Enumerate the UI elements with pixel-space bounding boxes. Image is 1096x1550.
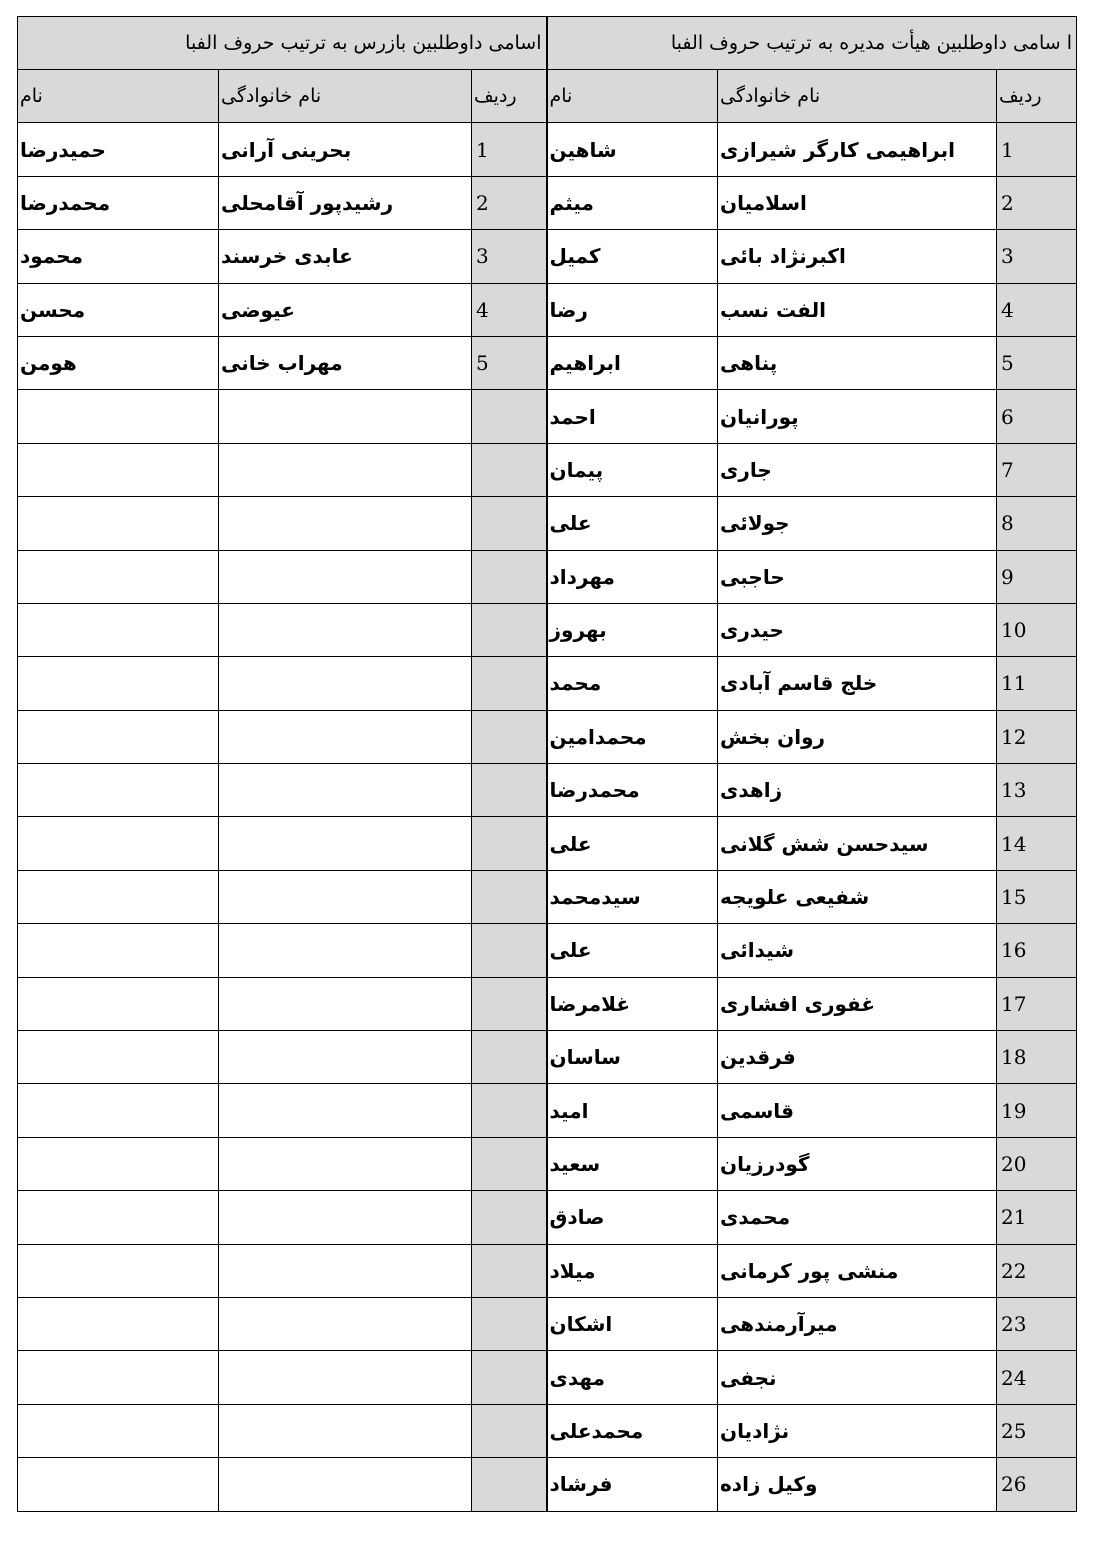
- inspectors-header-family-name: نام خانوادگی: [219, 70, 472, 123]
- inspector-first-name: هومن: [18, 336, 219, 389]
- board-first-name: محمدامین: [547, 710, 718, 763]
- inspector-first-name: [18, 1404, 219, 1457]
- inspector-family-name: [219, 390, 472, 443]
- board-family-name: پناهی: [718, 336, 997, 389]
- table-row: [18, 550, 1077, 603]
- board-family-name: شفیعی علویجه: [718, 870, 997, 923]
- inspector-family-name: [219, 657, 472, 710]
- board-family-name: گودرزیان: [718, 1137, 997, 1190]
- board-row-number: 12: [997, 710, 1077, 763]
- header-row: [18, 70, 1077, 123]
- board-first-name: احمد: [547, 390, 718, 443]
- inspector-family-name: [219, 1458, 472, 1511]
- table-row: [18, 924, 1077, 977]
- board-first-name: علی: [547, 497, 718, 550]
- board-first-name: پیمان: [547, 443, 718, 496]
- board-family-name: شیدائی: [718, 924, 997, 977]
- inspector-row-number: [472, 657, 547, 710]
- inspector-row-number: 1: [472, 123, 547, 176]
- table-row: [18, 497, 1077, 550]
- table-row: [18, 603, 1077, 656]
- inspector-first-name: حمیدرضا: [18, 123, 219, 176]
- board-row-number: 22: [997, 1244, 1077, 1297]
- board-first-name: محمدرضا: [547, 764, 718, 817]
- board-family-name: حاجبی: [718, 550, 997, 603]
- inspector-row-number: [472, 603, 547, 656]
- inspector-row-number: [472, 1404, 547, 1457]
- inspector-first-name: [18, 924, 219, 977]
- table-row: [18, 1244, 1077, 1297]
- inspector-row-number: [472, 1297, 547, 1350]
- board-row-number: 19: [997, 1084, 1077, 1137]
- inspector-first-name: [18, 1137, 219, 1190]
- board-first-name: سعید: [547, 1137, 718, 1190]
- inspector-family-name: [219, 764, 472, 817]
- board-row-number: 10: [997, 603, 1077, 656]
- board-family-name: نژادیان: [718, 1404, 997, 1457]
- board-row-number: 25: [997, 1404, 1077, 1457]
- table-row: [18, 710, 1077, 763]
- inspector-row-number: 2: [472, 176, 547, 229]
- table-row: [18, 1191, 1077, 1244]
- inspector-first-name: [18, 1031, 219, 1084]
- inspector-first-name: [18, 870, 219, 923]
- inspector-row-number: [472, 390, 547, 443]
- inspector-family-name: [219, 1191, 472, 1244]
- inspector-row-number: [472, 1244, 547, 1297]
- board-row-number: 3: [997, 230, 1077, 283]
- inspector-family-name: [219, 977, 472, 1030]
- board-first-name: محمدعلی: [547, 1404, 718, 1457]
- board-first-name: علی: [547, 924, 718, 977]
- board-first-name: مهدی: [547, 1351, 718, 1404]
- board-family-name: اکبرنژاد بائی: [718, 230, 997, 283]
- inspector-family-name: [219, 603, 472, 656]
- board-first-name: امید: [547, 1084, 718, 1137]
- board-first-name: شاهین: [547, 123, 718, 176]
- board-row-number: 13: [997, 764, 1077, 817]
- board-row-number: 24: [997, 1351, 1077, 1404]
- inspector-row-number: [472, 1191, 547, 1244]
- board-row-number: 5: [997, 336, 1077, 389]
- table-row: [18, 176, 1077, 229]
- board-family-name: جاری: [718, 443, 997, 496]
- inspector-row-number: [472, 497, 547, 550]
- board-first-name: ساسان: [547, 1031, 718, 1084]
- board-family-name: میرآرمندهی: [718, 1297, 997, 1350]
- inspector-first-name: [18, 657, 219, 710]
- board-row-number: 8: [997, 497, 1077, 550]
- board-row-number: 26: [997, 1458, 1077, 1511]
- board-first-name: سیدمحمد: [547, 870, 718, 923]
- board-first-name: علی: [547, 817, 718, 870]
- table-row: [18, 764, 1077, 817]
- inspectors-title: اسامی داوطلبین بازرس به ترتیب حروف الفبا: [18, 17, 547, 70]
- board-family-name: الفت نسب: [718, 283, 997, 336]
- inspector-first-name: [18, 1458, 219, 1511]
- table-row: [18, 870, 1077, 923]
- inspector-family-name: [219, 1084, 472, 1137]
- board-family-name: منشی پور کرمانی: [718, 1244, 997, 1297]
- board-row-number: 16: [997, 924, 1077, 977]
- inspectors-header-first-name: نام: [18, 70, 219, 123]
- board-row-number: 6: [997, 390, 1077, 443]
- board-row-number: 11: [997, 657, 1077, 710]
- board-family-name: خلج قاسم آبادی: [718, 657, 997, 710]
- board-row-number: 23: [997, 1297, 1077, 1350]
- inspector-first-name: [18, 1084, 219, 1137]
- board-family-name: فرقدین: [718, 1031, 997, 1084]
- board-family-name: پورانیان: [718, 390, 997, 443]
- table-row: [18, 1084, 1077, 1137]
- inspector-family-name: [219, 817, 472, 870]
- inspector-family-name: [219, 924, 472, 977]
- board-title: ا سامی داوطلبین هیأت مدیره به ترتیب حروف الفبا: [547, 17, 1077, 70]
- board-first-name: محمد: [547, 657, 718, 710]
- inspector-family-name: [219, 1404, 472, 1457]
- table-row: [18, 1404, 1077, 1457]
- board-row-number: 2: [997, 176, 1077, 229]
- inspector-first-name: [18, 710, 219, 763]
- inspector-first-name: [18, 603, 219, 656]
- inspector-first-name: [18, 817, 219, 870]
- inspector-row-number: [472, 1084, 547, 1137]
- board-row-number: 9: [997, 550, 1077, 603]
- inspector-first-name: [18, 497, 219, 550]
- inspector-family-name: [219, 710, 472, 763]
- inspector-row-number: [472, 1137, 547, 1190]
- board-row-number: 15: [997, 870, 1077, 923]
- table-row: [18, 390, 1077, 443]
- inspector-row-number: [472, 443, 547, 496]
- table-row: [18, 336, 1077, 389]
- board-family-name: غفوری افشاری: [718, 977, 997, 1030]
- table-row: [18, 1351, 1077, 1404]
- inspector-family-name: [219, 1137, 472, 1190]
- board-family-name: اسلامیان: [718, 176, 997, 229]
- table-row: [18, 230, 1077, 283]
- inspector-first-name: [18, 1191, 219, 1244]
- table-row: [18, 657, 1077, 710]
- inspector-family-name: [219, 497, 472, 550]
- board-header-family-name: نام خانوادگی: [718, 70, 997, 123]
- board-row-number: 14: [997, 817, 1077, 870]
- board-first-name: ابراهیم: [547, 336, 718, 389]
- board-first-name: میلاد: [547, 1244, 718, 1297]
- inspector-family-name: مهراب خانی: [219, 336, 472, 389]
- inspector-family-name: [219, 1031, 472, 1084]
- inspector-row-number: 4: [472, 283, 547, 336]
- inspector-first-name: محمود: [18, 230, 219, 283]
- board-family-name: زاهدی: [718, 764, 997, 817]
- board-family-name: جولائی: [718, 497, 997, 550]
- inspector-first-name: [18, 550, 219, 603]
- board-first-name: رضا: [547, 283, 718, 336]
- board-row-number: 7: [997, 443, 1077, 496]
- board-family-name: سیدحسن شش گلانی: [718, 817, 997, 870]
- table-row: [18, 1137, 1077, 1190]
- board-first-name: غلامرضا: [547, 977, 718, 1030]
- board-row-number: 4: [997, 283, 1077, 336]
- board-family-name: روان بخش: [718, 710, 997, 763]
- inspector-first-name: [18, 443, 219, 496]
- board-first-name: صادق: [547, 1191, 718, 1244]
- inspector-row-number: [472, 924, 547, 977]
- board-row-number: 20: [997, 1137, 1077, 1190]
- inspector-row-number: [472, 1351, 547, 1404]
- inspector-row-number: 3: [472, 230, 547, 283]
- inspector-row-number: [472, 764, 547, 817]
- board-family-name: ابراهیمی کارگر شیرازی: [718, 123, 997, 176]
- inspector-row-number: [472, 1458, 547, 1511]
- inspector-first-name: [18, 764, 219, 817]
- board-first-name: میثم: [547, 176, 718, 229]
- table-row: [18, 283, 1077, 336]
- inspector-family-name: رشیدپور آقامحلی: [219, 176, 472, 229]
- inspector-family-name: [219, 1244, 472, 1297]
- inspector-family-name: [219, 1351, 472, 1404]
- inspector-family-name: [219, 443, 472, 496]
- board-family-name: نجفی: [718, 1351, 997, 1404]
- board-row-number: 17: [997, 977, 1077, 1030]
- inspector-family-name: عابدی خرسند: [219, 230, 472, 283]
- inspector-first-name: [18, 1351, 219, 1404]
- inspectors-header-row-number: ردیف: [472, 70, 547, 123]
- board-family-name: حیدری: [718, 603, 997, 656]
- board-header-first-name: نام: [547, 70, 718, 123]
- inspector-family-name: بحرینی آرانی: [219, 123, 472, 176]
- table-row: [18, 1297, 1077, 1350]
- board-family-name: وکیل زاده: [718, 1458, 997, 1511]
- inspector-family-name: [219, 550, 472, 603]
- inspector-row-number: [472, 817, 547, 870]
- board-first-name: فرشاد: [547, 1458, 718, 1511]
- board-row-number: 21: [997, 1191, 1077, 1244]
- inspector-row-number: [472, 977, 547, 1030]
- board-first-name: بهروز: [547, 603, 718, 656]
- inspector-family-name: [219, 870, 472, 923]
- candidates-table: [17, 16, 1077, 1512]
- table-row: [18, 1031, 1077, 1084]
- inspector-row-number: [472, 870, 547, 923]
- inspector-first-name: [18, 977, 219, 1030]
- table-row: [18, 977, 1077, 1030]
- inspector-first-name: [18, 1244, 219, 1297]
- board-first-name: کمیل: [547, 230, 718, 283]
- table-row: [18, 123, 1077, 176]
- inspector-first-name: محسن: [18, 283, 219, 336]
- inspector-first-name: [18, 390, 219, 443]
- title-row: [18, 17, 1077, 70]
- table-row: [18, 1458, 1077, 1511]
- inspector-row-number: [472, 1031, 547, 1084]
- inspector-row-number: [472, 710, 547, 763]
- board-first-name: مهرداد: [547, 550, 718, 603]
- board-family-name: قاسمی: [718, 1084, 997, 1137]
- board-row-number: 18: [997, 1031, 1077, 1084]
- board-row-number: 1: [997, 123, 1077, 176]
- board-family-name: محمدی: [718, 1191, 997, 1244]
- board-header-row-number: ردیف: [997, 70, 1077, 123]
- board-first-name: اشکان: [547, 1297, 718, 1350]
- inspector-row-number: 5: [472, 336, 547, 389]
- inspector-first-name: محمدرضا: [18, 176, 219, 229]
- inspector-family-name: عیوضی: [219, 283, 472, 336]
- table-row: [18, 443, 1077, 496]
- table-row: [18, 817, 1077, 870]
- inspector-first-name: [18, 1297, 219, 1350]
- inspector-family-name: [219, 1297, 472, 1350]
- inspector-row-number: [472, 550, 547, 603]
